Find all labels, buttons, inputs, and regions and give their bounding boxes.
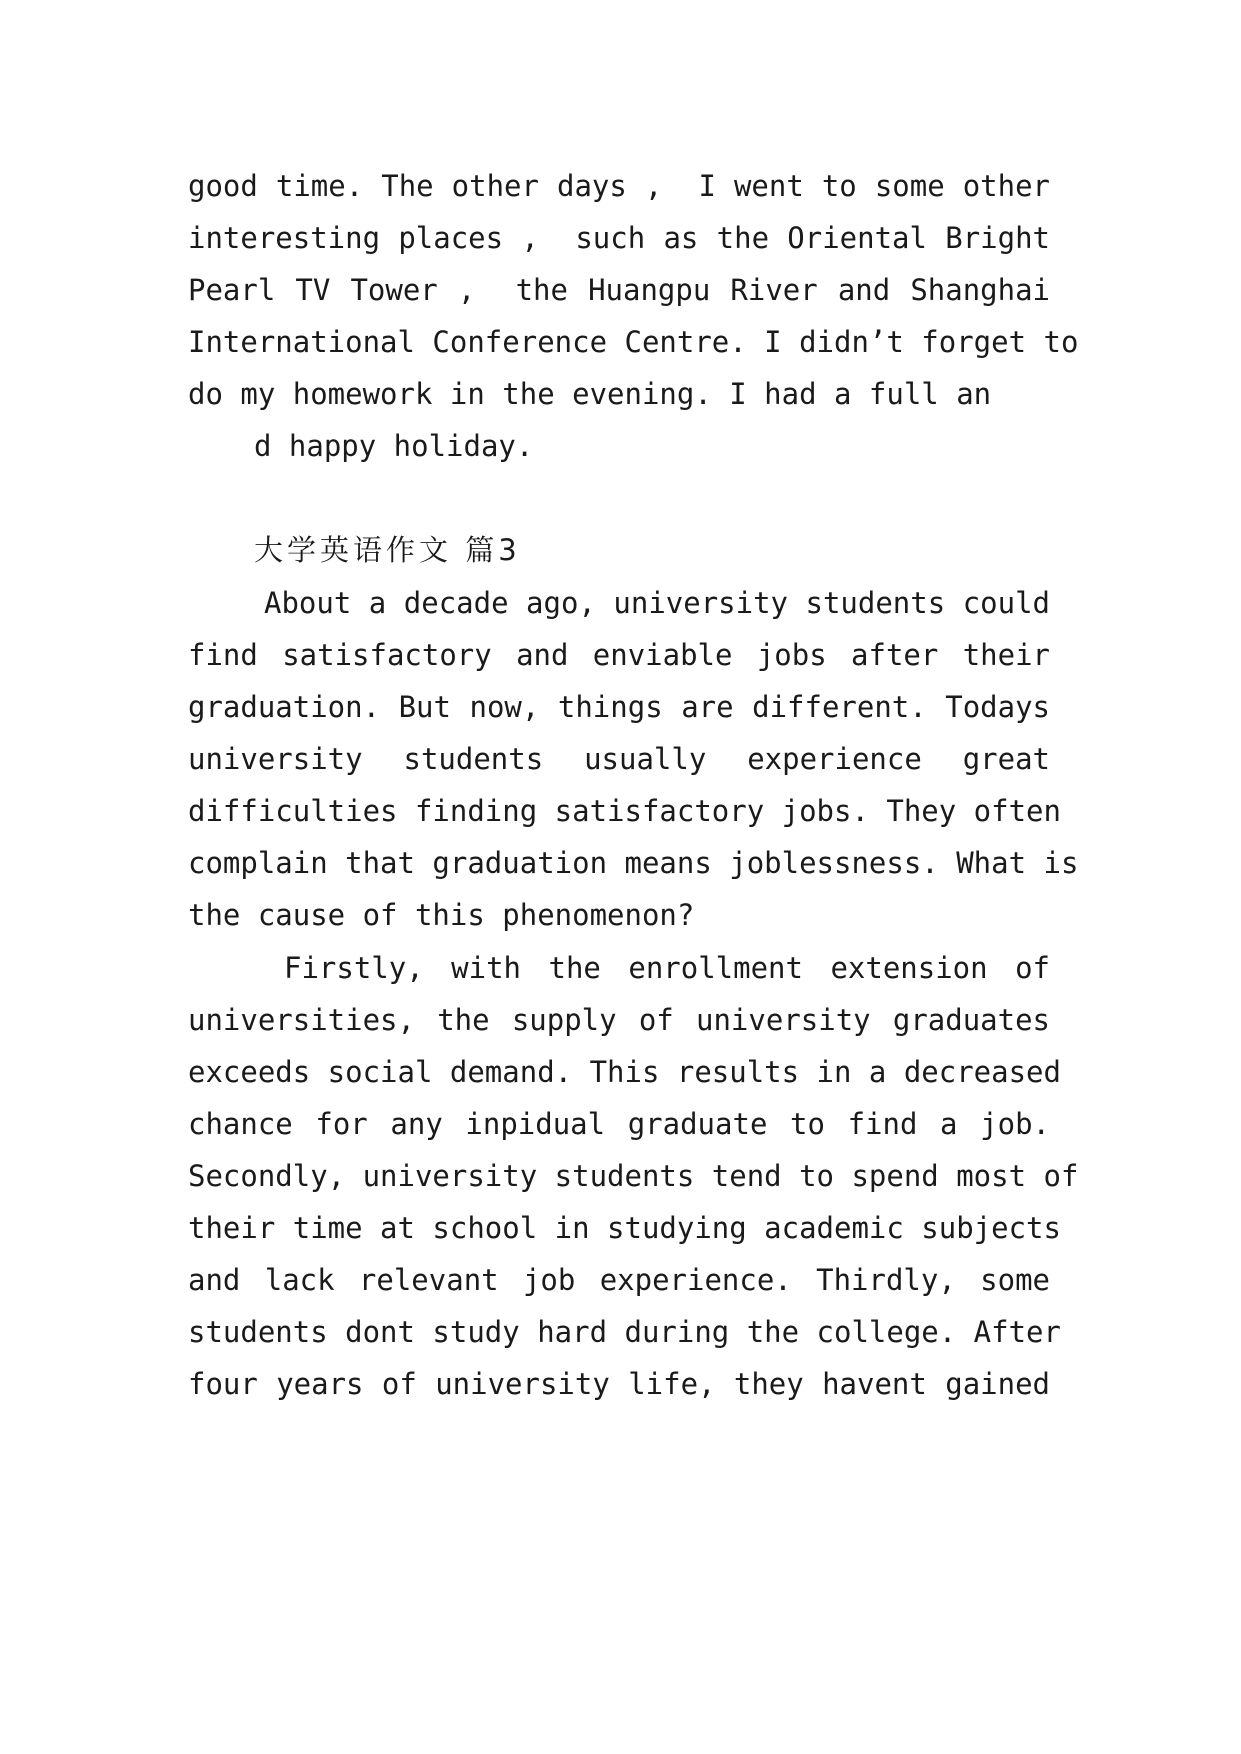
- paragraph-1-line-5: do my homework in the evening. I had a full an: [188, 377, 992, 411]
- paragraph-2-line-5: difficulties finding satisfactory jobs. They often: [188, 794, 1061, 828]
- paragraph-1-line-1: good time. The other days , I went to some other: [188, 169, 1050, 203]
- paragraph-3-line-4: chance for any inpidual graduate to find a job.: [188, 1107, 1050, 1141]
- paragraph-3-line-7: and lack relevant job experience. Thirdly, some: [188, 1263, 1050, 1297]
- paragraph-1-line-3: Pearl TV Tower , the Huangpu River and Shanghai: [188, 273, 1050, 307]
- paragraph-3-line-1: Firstly, with the enrollment extension of: [284, 951, 1050, 985]
- section-heading: 大学英语作文 篇3: [254, 533, 521, 567]
- paragraph-1-line-4: International Conference Centre. I didn’t forget to: [188, 325, 1079, 359]
- paragraph-2-line-3: graduation. But now, things are different. Todays: [188, 690, 1050, 724]
- paragraph-3-line-3: exceeds social demand. This results in a decreased: [188, 1055, 1061, 1089]
- paragraph-1-line-6: d happy holiday.: [254, 429, 534, 463]
- paragraph-3-line-9: four years of university life, they havent gained: [188, 1367, 1050, 1401]
- paragraph-3-line-5: Secondly, university students tend to spend most of: [188, 1159, 1079, 1193]
- paragraph-2-line-1: About a decade ago, university students could: [264, 586, 1050, 620]
- paragraph-3-line-2: universities, the supply of university graduates: [188, 1003, 1050, 1037]
- paragraph-3-line-6: their time at school in studying academic subjects: [188, 1211, 1061, 1245]
- paragraph-2-line-4: university students usually experience great: [188, 742, 1050, 776]
- paragraph-2-line-2: find satisfactory and enviable jobs after their: [188, 638, 1050, 672]
- paragraph-2-line-6: complain that graduation means joblessness. What is: [188, 846, 1079, 880]
- paragraph-2-line-7: the cause of this phenomenon?: [188, 898, 695, 932]
- paragraph-1-line-2: interesting places , such as the Oriental Bright: [188, 221, 1050, 255]
- paragraph-3-line-8: students dont study hard during the college. After: [188, 1315, 1061, 1349]
